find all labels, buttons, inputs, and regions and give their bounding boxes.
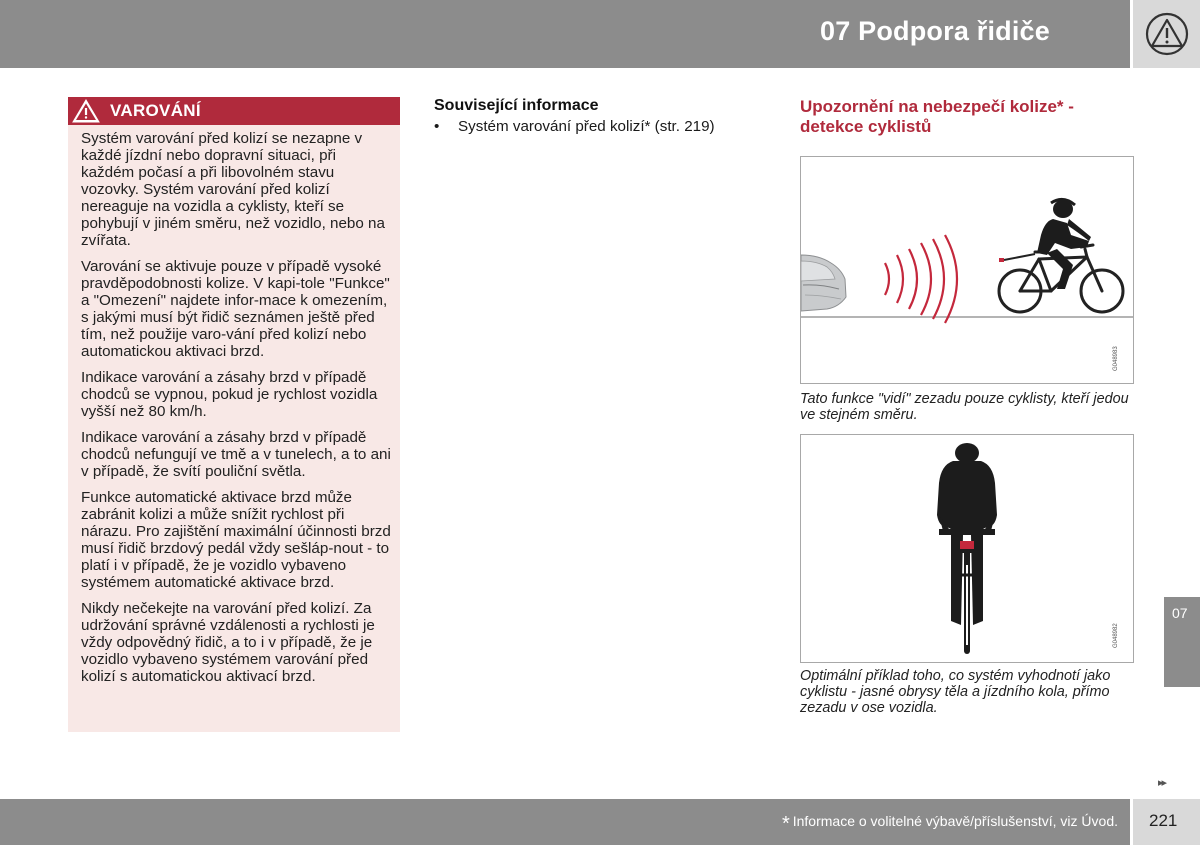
figure-caption: Tato funkce "vidí" zezadu pouze cyklisty, kteří jedou ve stejném směru. [800, 391, 1129, 423]
bullet: • [434, 118, 440, 135]
warning-paragraph: Indikace varování a zásahy brzd v případě chodců se vypnou, pokud je rychlost vozidla vyšší než 80 km/h. [81, 369, 378, 420]
warning-triangle-icon [1145, 12, 1189, 56]
page-footer [0, 799, 1130, 845]
warning-body [81, 130, 393, 694]
cyclist-rear-illustration [801, 435, 1133, 662]
chapter-header [0, 0, 1130, 68]
warning-paragraph: Indikace varování a zásahy brzd v případě chodců nefungují ve tmě a v tunelech, a to ani v případě, že svítí pouliční světla. [81, 429, 391, 480]
warning-paragraph: Funkce automatické aktivace brzd může zabránit kolizi a může snížit rychlost při nárazu. Pro zajištění maximální účinnosti brzd musí řidič brzdový pedál vždy sešláp-nout - to platí i v případě, že je vozidlo vybaveno systémem automatické aktivace brzd. [81, 489, 391, 591]
warning-paragraph: Nikdy nečekejte na varování před kolizí. Za udržování správné vzdálenosti a rychlosti je vždy odpovědný řidič, a to i v případě, že je vozidlo vybaveno systémem varování před kolizí s automatickou aktivací brzd. [81, 600, 375, 685]
related-link-text[interactable]: Systém varování před kolizí* (str. 219) [458, 118, 715, 135]
warning-box [68, 97, 400, 732]
related-link-item[interactable] [434, 118, 774, 135]
chapter-tab-label: 07 [1172, 605, 1188, 621]
figure-car-cyclist [800, 156, 1134, 384]
chapter-title: 07 Podpora řidiče [820, 16, 1050, 46]
footer-note-text: Informace o volitelné výbavě/příslušenství, viz Úvod. [792, 813, 1118, 829]
page-number: 221 [1149, 811, 1178, 830]
figure-code: G048983 [1113, 346, 1119, 371]
continue-arrows-icon: ▸▸ [1158, 777, 1166, 789]
figure-caption: Optimální příklad toho, co systém vyhodnotí jako cyklistu - jasné obrysy těla a jízdního kola, přímo zezadu v ose vozidla. [800, 668, 1111, 716]
section-title: Upozornění na nebezpečí kolize* - detekce cyklistů [800, 97, 1074, 136]
asterisk: * [781, 813, 790, 835]
chapter-icon-box [1133, 0, 1200, 68]
figure-code: G048982 [1113, 623, 1119, 648]
footer-note [782, 813, 1118, 836]
page-number-box [1133, 799, 1200, 845]
warning-header [68, 97, 400, 125]
warning-paragraph: Systém varování před kolizí se nezapne v každé jízdní nebo dopravní situaci, při každém počasí a při libovolném stavu vozovky. Systém varování před kolizí nereaguje na vozidla a cyklisty, kteří se pohybují v jiném směru, než vozidlo, nebo na zvířata. [81, 130, 385, 249]
warning-title: VAROVÁNÍ [110, 101, 201, 120]
warning-paragraph: Varování se aktivuje pouze v případě vysoké pravděpodobnosti kolize. V kapi-tole "Funkce" a "Omezení" najdete infor-mace k omezením, s jakými musí být řidič seznámen ještě před tím, než použije varo-vání před kolizí nebo automatickou aktivaci brzd. [81, 258, 390, 360]
related-heading: Související informace [434, 97, 599, 114]
chapter-side-tab[interactable] [1164, 597, 1200, 687]
related-info [434, 97, 774, 135]
warning-triangle-icon [71, 98, 101, 124]
figure-cyclist-rear [800, 434, 1134, 663]
car-cyclist-illustration [801, 157, 1133, 383]
